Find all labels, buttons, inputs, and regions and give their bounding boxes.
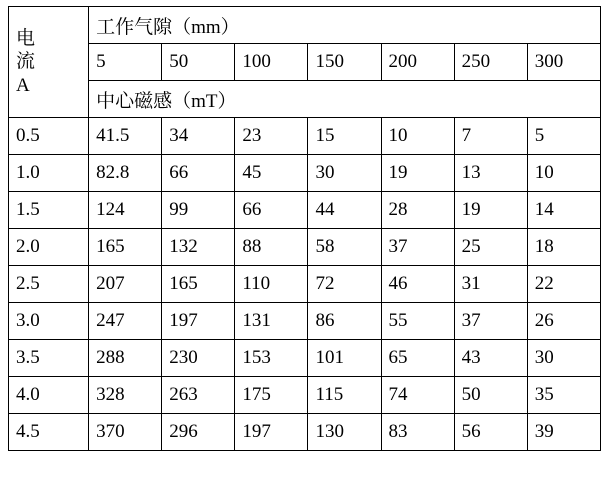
cell-value: 14 [527, 192, 600, 229]
table-row-header-current-gap [9, 7, 601, 44]
row-current-value: 3.5 [9, 340, 89, 377]
cell-value: 165 [162, 266, 235, 303]
cell-value: 288 [89, 340, 162, 377]
cell-value: 35 [527, 377, 600, 414]
cell-value: 25 [454, 229, 527, 266]
cell-value: 197 [162, 303, 235, 340]
cell-value: 132 [162, 229, 235, 266]
row-current-value: 1.0 [9, 155, 89, 192]
cell-value: 296 [162, 414, 235, 451]
current-label-line-2: 流 [16, 51, 36, 73]
cell-value: 124 [89, 192, 162, 229]
current-label-line-3: A [16, 74, 30, 96]
cell-value: 110 [235, 266, 308, 303]
row-current-value: 0.5 [9, 118, 89, 155]
cell-value: 43 [454, 340, 527, 377]
cell-value: 15 [308, 118, 381, 155]
cell-value: 131 [235, 303, 308, 340]
gap-value-4: 150 [308, 44, 381, 81]
table-row [9, 414, 601, 451]
row-current-value: 2.0 [9, 229, 89, 266]
row-current-value: 2.5 [9, 266, 89, 303]
cell-value: 328 [89, 377, 162, 414]
row-current-value: 4.5 [9, 414, 89, 451]
table-row-gap-values [9, 44, 601, 81]
current-axis-label [9, 7, 89, 118]
cell-value: 74 [381, 377, 454, 414]
current-label-line-1: 电 [16, 28, 36, 50]
cell-value: 101 [308, 340, 381, 377]
cell-value: 31 [454, 266, 527, 303]
gap-value-3: 100 [235, 44, 308, 81]
cell-value: 56 [454, 414, 527, 451]
cell-value: 83 [381, 414, 454, 451]
table-row-field-header [9, 81, 601, 118]
cell-value: 39 [527, 414, 600, 451]
cell-value: 66 [162, 155, 235, 192]
cell-value: 72 [308, 266, 381, 303]
row-current-value: 1.5 [9, 192, 89, 229]
cell-value: 37 [381, 229, 454, 266]
center-field-header: 中心磁感（mT） [89, 81, 601, 118]
cell-value: 153 [235, 340, 308, 377]
table-row [9, 303, 601, 340]
cell-value: 50 [454, 377, 527, 414]
cell-value: 30 [527, 340, 600, 377]
cell-value: 82.8 [89, 155, 162, 192]
cell-value: 165 [89, 229, 162, 266]
cell-value: 175 [235, 377, 308, 414]
cell-value: 46 [381, 266, 454, 303]
cell-value: 263 [162, 377, 235, 414]
cell-value: 45 [235, 155, 308, 192]
cell-value: 58 [308, 229, 381, 266]
gap-value-2: 50 [162, 44, 235, 81]
cell-value: 370 [89, 414, 162, 451]
cell-value: 247 [89, 303, 162, 340]
cell-value: 7 [454, 118, 527, 155]
table-row [9, 118, 601, 155]
table-row [9, 377, 601, 414]
cell-value: 10 [527, 155, 600, 192]
cell-value: 10 [381, 118, 454, 155]
cell-value: 23 [235, 118, 308, 155]
cell-value: 5 [527, 118, 600, 155]
cell-value: 99 [162, 192, 235, 229]
table-row [9, 155, 601, 192]
cell-value: 115 [308, 377, 381, 414]
cell-value: 88 [235, 229, 308, 266]
row-current-value: 4.0 [9, 377, 89, 414]
cell-value: 19 [381, 155, 454, 192]
cell-value: 41.5 [89, 118, 162, 155]
table-row [9, 192, 601, 229]
working-gap-header: 工作气隙（mm） [89, 7, 601, 44]
cell-value: 34 [162, 118, 235, 155]
cell-value: 18 [527, 229, 600, 266]
cell-value: 65 [381, 340, 454, 377]
gap-value-6: 250 [454, 44, 527, 81]
cell-value: 26 [527, 303, 600, 340]
cell-value: 30 [308, 155, 381, 192]
table-row [9, 266, 601, 303]
cell-value: 19 [454, 192, 527, 229]
cell-value: 130 [308, 414, 381, 451]
cell-value: 37 [454, 303, 527, 340]
table-row [9, 340, 601, 377]
cell-value: 66 [235, 192, 308, 229]
gap-value-7: 300 [527, 44, 600, 81]
cell-value: 28 [381, 192, 454, 229]
cell-value: 197 [235, 414, 308, 451]
cell-value: 44 [308, 192, 381, 229]
magnetic-field-spec-table [8, 6, 601, 451]
cell-value: 55 [381, 303, 454, 340]
cell-value: 13 [454, 155, 527, 192]
cell-value: 22 [527, 266, 600, 303]
cell-value: 207 [89, 266, 162, 303]
row-current-value: 3.0 [9, 303, 89, 340]
cell-value: 86 [308, 303, 381, 340]
gap-value-1: 5 [89, 44, 162, 81]
table-row [9, 229, 601, 266]
gap-value-5: 200 [381, 44, 454, 81]
cell-value: 230 [162, 340, 235, 377]
